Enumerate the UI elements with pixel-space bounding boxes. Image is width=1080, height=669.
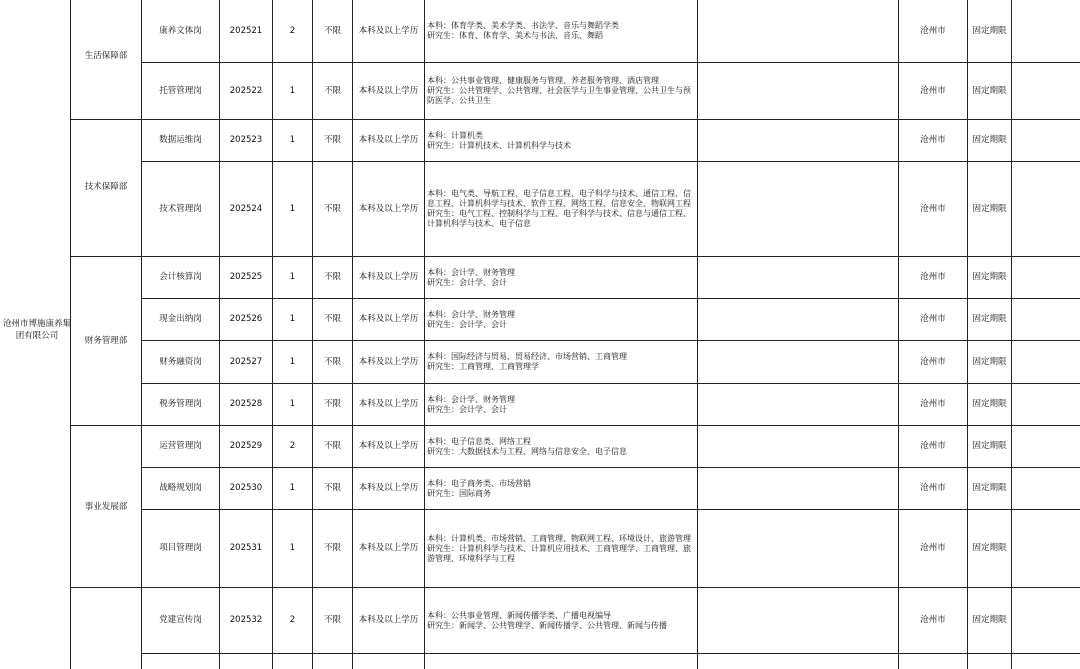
contract-term: 固定期限 [972, 399, 1007, 409]
graduate-majors: 研究生：计算机技术、计算机科学与技术 [427, 140, 571, 150]
hire-count: 1 [289, 135, 296, 145]
post-code: 202532 [229, 615, 263, 625]
major-requirements [427, 63, 695, 119]
major-requirements [427, 588, 695, 653]
hire-count: 1 [289, 314, 296, 324]
hire-count: 1 [289, 356, 296, 367]
undergrad-majors: 本科：电气类、导航工程、电子信息工程、电子科学与技术、通信工程、信息工程、计算机科学与技术、软件工程、网络工程、信息安全、物联网工程 [427, 189, 691, 208]
post-code: 202531 [229, 543, 263, 553]
hire-count: 2 [289, 441, 296, 451]
graduate-majors: 研究生：国际商务 [427, 488, 491, 498]
post-name: 现金出纳岗 [159, 314, 202, 324]
post-code: 202525 [229, 272, 263, 282]
undergrad-majors: 本科：国际经济与贸易、贸易经济、市场营销、工商管理 [427, 352, 627, 361]
undergrad-majors: 本科：电子商务类、市场营销 [427, 478, 531, 488]
work-location: 沧州市 [920, 399, 946, 409]
education: 本科及以上学历 [358, 25, 419, 36]
education: 本科及以上学历 [358, 356, 419, 367]
education: 本科及以上学历 [358, 135, 419, 145]
contract-term: 固定期限 [972, 135, 1007, 145]
undergrad-majors: 本科：会计学、财务管理 [427, 309, 515, 319]
work-location: 沧州市 [920, 272, 946, 282]
age-limit: 不限 [323, 399, 341, 409]
post-code: 202522 [229, 85, 263, 96]
graduate-majors: 研究生：公共管理学、公共管理、社会医学与卫生事业管理、公共卫生与预防医学、公共卫生 [427, 86, 691, 105]
post-name: 会计核算岗 [159, 272, 202, 282]
undergrad-majors: 本科：会计学、财务管理 [427, 267, 515, 277]
age-limit: 不限 [323, 85, 341, 96]
work-location: 沧州市 [920, 356, 946, 367]
contract-term: 固定期限 [972, 85, 1007, 96]
graduate-majors: 研究生：工商管理、工商管理学 [427, 362, 539, 371]
post-code: 202524 [229, 203, 263, 214]
post-name: 税务管理岗 [159, 399, 202, 409]
post-name: 康养文体岗 [159, 25, 202, 36]
grid-line [1011, 0, 1012, 669]
grid-line [424, 0, 425, 669]
post-name: 财务融资岗 [159, 356, 202, 367]
post-name: 数据运维岗 [159, 135, 202, 145]
post-code: 202526 [229, 314, 263, 324]
post-code: 202521 [229, 25, 263, 36]
hire-count: 1 [289, 483, 296, 493]
age-limit: 不限 [323, 25, 341, 36]
age-limit: 不限 [323, 272, 341, 282]
contract-term: 固定期限 [972, 272, 1007, 282]
post-code: 202530 [229, 483, 263, 493]
graduate-majors: 研究生：电气工程、控制科学与工程、电子科学与技术、信息与通信工程、计算机科学与技术、电子信息 [427, 209, 691, 228]
hire-count: 2 [289, 615, 296, 625]
grid-line [697, 0, 698, 669]
department-name: 财务管理部 [84, 335, 128, 346]
age-limit: 不限 [323, 314, 341, 324]
work-location: 沧州市 [920, 314, 946, 324]
graduate-majors: 研究生：计算机科学与技术、计算机应用技术、工商管理学、工商管理、旅游管理、环境科学与工程 [427, 543, 691, 563]
post-name: 托管管理岗 [159, 85, 202, 96]
department-name: 技术保障部 [84, 181, 128, 192]
post-code: 202527 [229, 356, 263, 367]
education: 本科及以上学历 [358, 441, 419, 451]
undergrad-majors: 本科：计算机类 [427, 130, 483, 140]
undergrad-majors: 本科：会计学、财务管理 [427, 394, 515, 404]
hire-count: 1 [289, 399, 296, 409]
post-name: 党建宣传岗 [159, 615, 202, 625]
major-requirements [427, 510, 695, 587]
major-requirements [427, 257, 695, 298]
education: 本科及以上学历 [358, 203, 419, 214]
work-location: 沧州市 [920, 85, 946, 96]
undergrad-majors: 本科：计算机类、市场营销、工商管理、物联网工程、环境设计、旅游管理 [427, 533, 691, 543]
graduate-majors: 研究生：新闻学、公共管理学、新闻传播学、公共管理、新闻与传播 [427, 620, 667, 630]
post-name: 项目管理岗 [159, 543, 202, 553]
work-location: 沧州市 [920, 135, 946, 145]
department-name: 生活保障部 [84, 50, 128, 61]
post-name: 运营管理岗 [159, 441, 202, 451]
major-requirements [427, 299, 695, 340]
education: 本科及以上学历 [358, 85, 419, 96]
work-location: 沧州市 [920, 483, 946, 493]
undergrad-majors: 本科：电子信息类、网络工程 [427, 436, 531, 446]
post-name: 技术管理岗 [159, 203, 202, 214]
contract-term: 固定期限 [972, 356, 1007, 367]
hire-count: 2 [289, 25, 296, 36]
major-requirements [427, 426, 695, 467]
post-name: 战略规划岗 [159, 483, 202, 493]
major-requirements [427, 120, 695, 161]
age-limit: 不限 [323, 135, 341, 145]
education: 本科及以上学历 [358, 615, 419, 625]
department-name: 事业发展部 [84, 501, 128, 512]
hire-count: 1 [289, 272, 296, 282]
contract-term: 固定期限 [972, 441, 1007, 451]
work-location: 沧州市 [920, 203, 946, 214]
contract-term: 固定期限 [972, 203, 1007, 214]
graduate-majors: 研究生：会计学、会计 [427, 277, 507, 287]
age-limit: 不限 [323, 356, 341, 367]
education: 本科及以上学历 [358, 483, 419, 493]
graduate-majors: 研究生：会计学、会计 [427, 404, 507, 414]
post-code: 202523 [229, 135, 263, 145]
undergrad-majors: 本科：公共事业管理、健康服务与管理、养老服务管理、酒店管理 [427, 76, 659, 85]
age-limit: 不限 [323, 483, 341, 493]
major-requirements [427, 0, 695, 62]
work-location: 沧州市 [920, 25, 946, 36]
hire-count: 1 [289, 203, 296, 214]
education: 本科及以上学历 [358, 314, 419, 324]
undergrad-majors: 本科：公共事业管理、新闻传播学类、广播电视编导 [427, 610, 611, 620]
education: 本科及以上学历 [358, 543, 419, 553]
education: 本科及以上学历 [358, 272, 419, 282]
education: 本科及以上学历 [358, 399, 419, 409]
major-requirements [427, 162, 695, 256]
age-limit: 不限 [323, 543, 341, 553]
graduate-majors: 研究生：体育、体育学、美术与书法、音乐、舞蹈 [427, 31, 603, 40]
graduate-majors: 研究生：大数据技术与工程、网络与信息安全、电子信息 [427, 446, 627, 456]
major-requirements [427, 341, 695, 383]
graduate-majors: 研究生：会计学、会计 [427, 319, 507, 329]
contract-term: 固定期限 [972, 615, 1007, 625]
hire-count: 1 [289, 543, 296, 553]
work-location: 沧州市 [920, 615, 946, 625]
age-limit: 不限 [323, 441, 341, 451]
post-code: 202529 [229, 441, 263, 451]
hire-count: 1 [289, 85, 296, 96]
contract-term: 固定期限 [972, 543, 1007, 553]
contract-term: 固定期限 [972, 25, 1007, 36]
post-code: 202528 [229, 399, 263, 409]
major-requirements [427, 468, 695, 509]
age-limit: 不限 [323, 615, 341, 625]
age-limit: 不限 [323, 203, 341, 214]
contract-term: 固定期限 [972, 314, 1007, 324]
grid-line [141, 653, 1080, 654]
company-name: 沧州市博施康养集团有限公司 [2, 319, 71, 341]
contract-term: 固定期限 [972, 483, 1007, 493]
major-requirements [427, 384, 695, 425]
work-location: 沧州市 [920, 441, 946, 451]
work-location: 沧州市 [920, 543, 946, 553]
undergrad-majors: 本科：体育学类、美术学类、书法学、音乐与舞蹈学类 [427, 21, 619, 30]
